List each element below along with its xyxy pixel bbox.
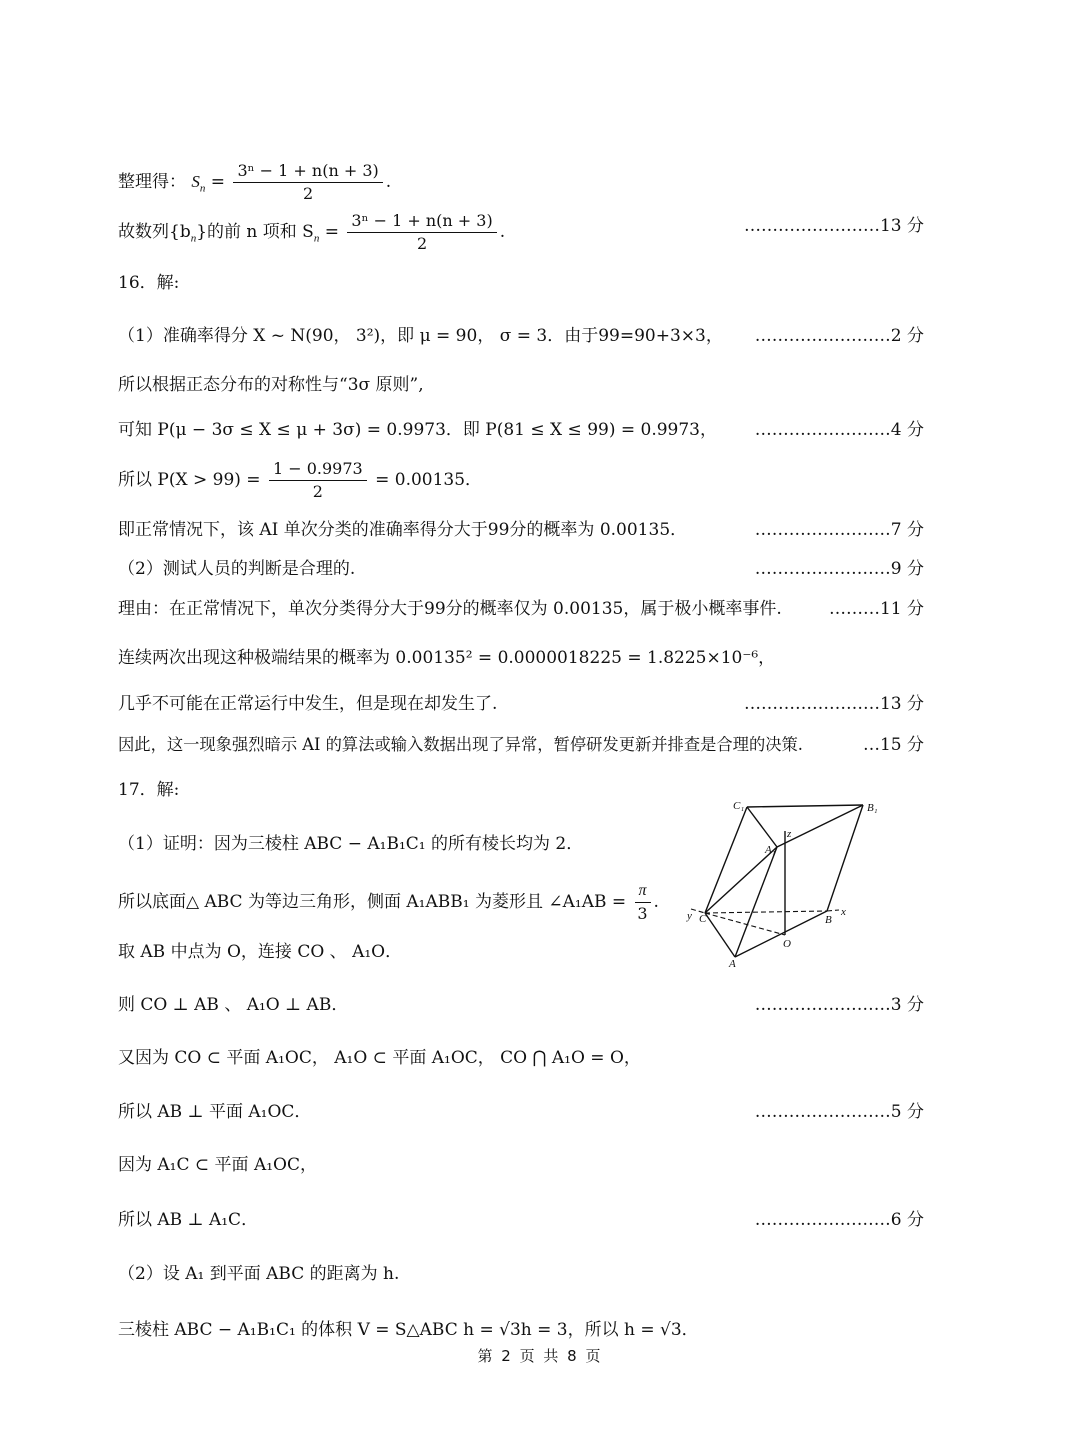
q17-line2 bbox=[118, 880, 659, 925]
numerator: 3ⁿ − 1 + n(n + 3) bbox=[347, 210, 496, 233]
edge-c1-a1 bbox=[747, 807, 777, 847]
q16-part1: （1）准确率得分 X ~ N(90， 3²)，即 μ = 90， σ = 3．由于99=90+3×3， bbox=[118, 326, 723, 346]
edge-a1-b1 bbox=[777, 805, 863, 847]
edge-b1-b bbox=[827, 805, 863, 911]
score-13: ……………………13 分 bbox=[743, 216, 924, 236]
q17-line6: 所以 AB ⊥ 平面 A₁OC． bbox=[118, 1102, 312, 1122]
q17-part1: （1）证明：因为三棱柱 ABC − A₁B₁C₁ 的所有棱长均为 2． bbox=[118, 834, 584, 854]
q17-line7: 因为 A₁C ⊂ 平面 A₁OC， bbox=[118, 1155, 317, 1175]
q17-line4: 则 CO ⊥ AB 、 A₁O ⊥ AB． bbox=[118, 995, 349, 1015]
label-x: x bbox=[841, 906, 846, 918]
sub: n bbox=[313, 232, 320, 245]
q16-line8: 连续两次出现这种极端结果的概率为 0.00135² = 0.0000018225 = 1.8225×10⁻⁶， bbox=[118, 648, 776, 668]
edge-a-b bbox=[735, 911, 827, 957]
denominator: 2 bbox=[303, 184, 314, 203]
label-b: B bbox=[825, 914, 832, 926]
text: 所以底面△ ABC 为等边三角形，侧面 A₁ABB₁ 为菱形且 ∠A₁AB = bbox=[118, 892, 627, 912]
eq: = bbox=[319, 222, 339, 242]
label-c1: C₁ bbox=[733, 800, 745, 812]
fraction bbox=[269, 458, 367, 503]
q16-line2: 所以根据正态分布的对称性与“3σ 原则”, bbox=[118, 375, 424, 395]
sub: n bbox=[199, 182, 206, 195]
edge-c1-b1 bbox=[747, 805, 863, 807]
score-4: ……………………4 分 bbox=[754, 420, 924, 440]
q17-line5: 又因为 CO ⊂ 平面 A₁OC， A₁O ⊂ 平面 A₁OC， CO ⋂ A₁O = O， bbox=[118, 1048, 641, 1068]
text: 故数列{b bbox=[118, 222, 191, 242]
q16-reason: 理由：在正常情况下，单次分类得分大于99分的概率仅为 0.00135，属于极小概率事件. bbox=[118, 599, 782, 619]
label-z: z bbox=[787, 828, 792, 840]
label-a1: A₁ bbox=[765, 844, 776, 856]
label-o: O bbox=[783, 938, 791, 950]
summary-line-2 bbox=[118, 210, 505, 255]
q17-line8: 所以 AB ⊥ A₁C． bbox=[118, 1210, 259, 1230]
end: . bbox=[385, 172, 392, 192]
prism-diagram bbox=[685, 795, 885, 975]
text: = 0.00135． bbox=[375, 470, 483, 490]
label-y: y bbox=[687, 910, 692, 922]
label-b1: B₁ bbox=[867, 802, 878, 814]
page-footer: 第 2 页 共 8 页 bbox=[477, 1347, 603, 1365]
eq: = bbox=[205, 172, 226, 192]
q16-line4 bbox=[118, 458, 482, 503]
edge-a1-a bbox=[735, 847, 777, 957]
score-13b: ……………………13 分 bbox=[743, 694, 924, 714]
score-6: ……………………6 分 bbox=[754, 1210, 924, 1230]
q16-line10: 因此，这一现象强烈暗示 AI 的算法或输入数据出现了异常，暂停研发更新并排查是合理的决策. bbox=[118, 735, 803, 754]
fraction bbox=[635, 880, 651, 925]
denominator: 2 bbox=[416, 234, 428, 253]
text: }的前 n 项和 S bbox=[196, 222, 314, 242]
x-axis bbox=[827, 910, 839, 911]
hidden-edges bbox=[691, 909, 839, 935]
text: 所以 P(X > 99) = bbox=[118, 470, 261, 490]
label-c: C bbox=[699, 913, 707, 925]
fraction bbox=[233, 160, 382, 205]
end: . bbox=[499, 222, 506, 242]
q16-line3: 可知 P(μ − 3σ ≤ X ≤ μ + 3σ) = 0.9973．即 P(81 ≤ X ≤ 99) = 0.9973， bbox=[118, 420, 718, 440]
denominator: 2 bbox=[312, 482, 323, 501]
question-16-heading: 16．解: bbox=[118, 273, 180, 293]
fraction bbox=[347, 210, 496, 255]
score-11: ………11 分 bbox=[828, 599, 924, 619]
q16-line5: 即正常情况下，该 AI 单次分类的准确率得分大于99分的概率为 0.00135． bbox=[118, 520, 688, 540]
end: . bbox=[653, 892, 659, 912]
edge-c1-c bbox=[705, 807, 747, 913]
text: 整理得： bbox=[118, 172, 186, 192]
edge-c-b bbox=[705, 911, 827, 913]
edge-a1-c bbox=[705, 847, 777, 913]
score-2: ……………………2 分 bbox=[754, 326, 924, 346]
label-a: A bbox=[729, 958, 736, 970]
numerator: π bbox=[635, 880, 651, 903]
score-5: ……………………5 分 bbox=[754, 1102, 924, 1122]
numerator: 3ⁿ − 1 + n(n + 3) bbox=[233, 160, 382, 183]
q17-line10: 三棱柱 ABC − A₁B₁C₁ 的体积 V = S△ABC h = √3h = 3，所以 h = √3． bbox=[118, 1320, 699, 1340]
score-15: …15 分 bbox=[862, 735, 924, 755]
q17-line3: 取 AB 中点为 O，连接 CO 、 A₁O． bbox=[118, 942, 403, 962]
denominator: 3 bbox=[637, 904, 648, 923]
score-9: ……………………9 分 bbox=[754, 559, 924, 579]
summary-line-1 bbox=[118, 160, 391, 205]
sub: n bbox=[190, 232, 197, 245]
score-3: ……………………3 分 bbox=[754, 995, 924, 1015]
q16-part2: （2）测试人员的判断是合理的. bbox=[118, 559, 356, 579]
q17-part2: （2）设 A₁ 到平面 ABC 的距离为 h. bbox=[118, 1264, 400, 1284]
score-7: ……………………7 分 bbox=[754, 520, 924, 540]
numerator: 1 − 0.9973 bbox=[269, 458, 367, 481]
var-s: S bbox=[191, 172, 200, 191]
q16-line9: 几乎不可能在正常运行中发生，但是现在却发生了. bbox=[118, 694, 498, 714]
question-17-heading: 17．解: bbox=[118, 780, 180, 800]
